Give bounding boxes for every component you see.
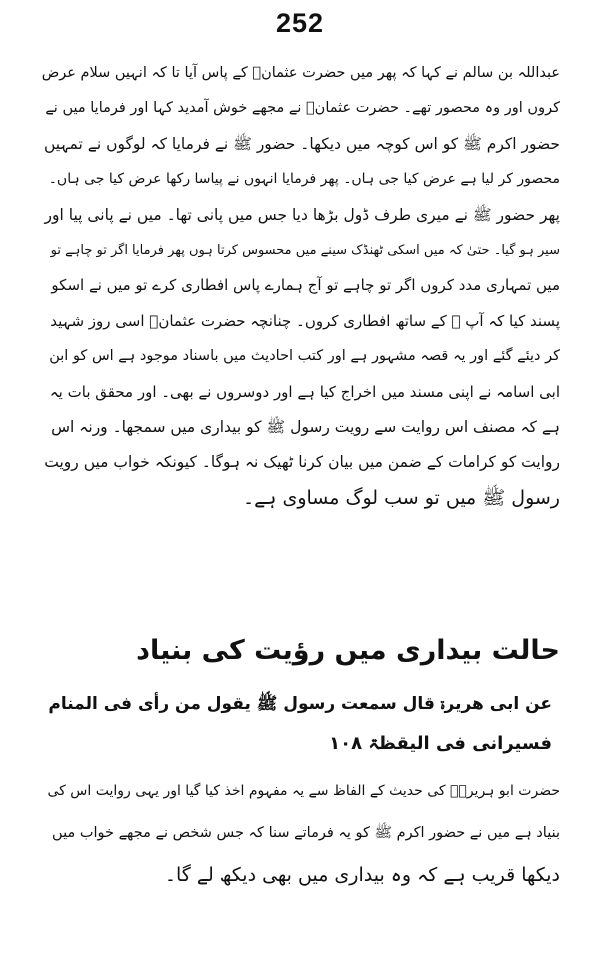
text-line: سیر ہو گیا۔ حتیٰ کہ میں اسکی ٹھنڈک سینے میں محسوس کرتا ہوں پھر فرمایا اگر تو چاہے تو xyxy=(50,242,560,258)
page-number: 252 xyxy=(275,8,325,38)
text-line: عبداللہ بن سالم نے کہا کہ پھر میں حضرت عثمانؓ کے پاس آیا تا کہ انہیں سلام عرض xyxy=(41,65,560,81)
quote-line: عن ابی ھریرۃ قال سمعت رسول ﷺ یقول من رأی فی المنام xyxy=(48,694,552,714)
arabic-hadith-quote xyxy=(42,684,552,764)
paragraph-1 xyxy=(40,56,560,516)
text-line: پسند کیا کہ آپ ﷺ کے ساتھ افطاری کروں۔ چنانچہ حضرت عثمانؓ اسی روز شہید xyxy=(50,311,560,330)
text-line: روایت کو کرامات کے ضمن میں بیان کرنا ٹھیک نہ ہوگا۔ کیونکہ خواب میں رویت xyxy=(44,453,560,472)
text-line: کروں اور وہ محصور تھے۔ حضرت عثمانؓ نے مجھے خوش آمدید کہا اور فرمایا میں نے xyxy=(45,100,560,117)
text-line: ہے کہ مصنف اس روایت سے رویت رسول ﷺ کو بیداری میں سمجھا۔ ورنہ اس xyxy=(51,417,560,436)
text-line: ابی اسامہ نے اپنی مسند میں اخراج کیا ہے اور دوسروں نے بھی۔ اور محقق بات یہ xyxy=(49,382,560,401)
section-heading: حالت بیداری میں رؤیت کی بنیاد xyxy=(136,635,560,666)
text-line: حضرت ابو ہریرہؓ کی حدیث کے الفاظ سے یہ مفہوم اخذ کیا گیا اور یہی روایت اس کی xyxy=(47,783,560,799)
text-line: حضور اکرم ﷺ کو اس کوچہ میں دیکھا۔ حضور ﷺ نے فرمایا کہ لوگوں نے تمہیں xyxy=(44,134,560,153)
quote-line: فسیرانی فی الیقظۃ ۱۰۸ xyxy=(329,733,552,754)
text-line: میں تمہاری مدد کروں اگر تو چاہے تو آج ہمارے پاس افطاری کرے تو میں نے اسکو xyxy=(51,276,560,295)
text-line: دیکھا قریب ہے کہ وہ بیداری میں بھی دیکھ لے گا۔ xyxy=(164,864,560,886)
text-line: بنیاد ہے میں نے حضور اکرم ﷺ کو یہ فرماتے سنا کہ جس شخص نے مجھے خواب میں xyxy=(52,825,560,841)
text-line: کر دیئے گئے اور یہ قصہ مشہور ہے اور کتب احادیث میں باسناد موجود ہے اس کو ابن xyxy=(49,348,560,365)
text-line: رسول ﷺ میں تو سب لوگ مساوی ہے۔ xyxy=(243,486,560,509)
text-line: محصور کر لیا ہے عرض کیا جی ہاں۔ پھر فرمایا انہوں نے پیاسا رکھا عرض کیا جی ہاں۔ xyxy=(48,171,560,188)
paragraph-3 xyxy=(40,770,560,896)
text-line: پھر حضور ﷺ نے میری طرف ڈول بڑھا دیا جس میں پانی تھا۔ میں نے پانی پیا اور xyxy=(44,205,560,224)
